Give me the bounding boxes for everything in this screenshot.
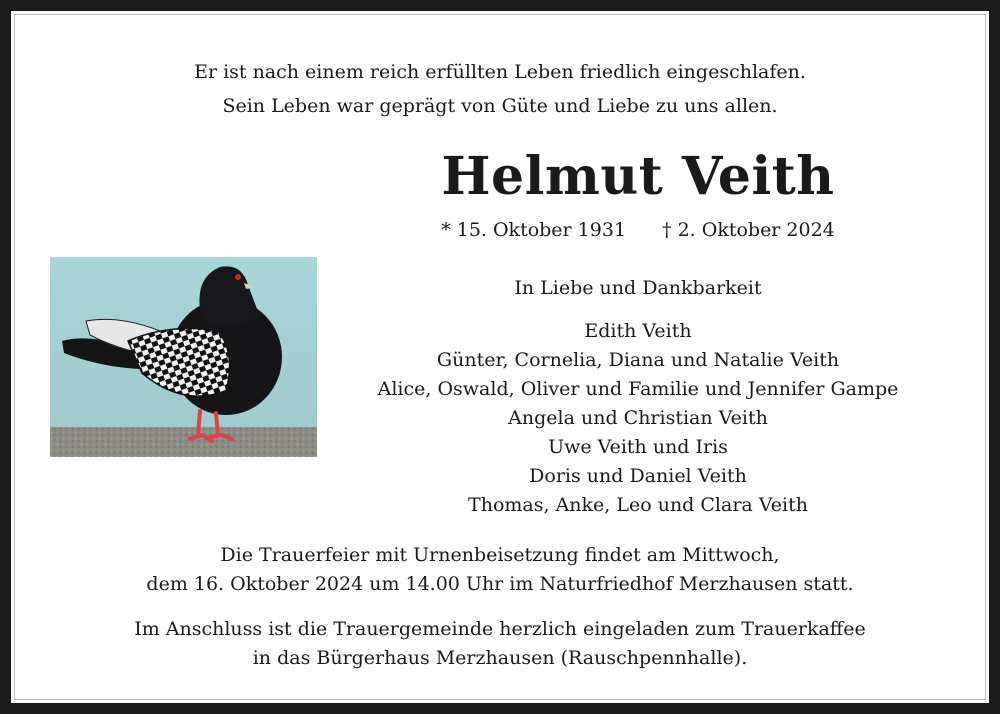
dedication: In Liebe und Dankbarkeit [514, 277, 762, 299]
obituary-card [11, 11, 989, 703]
ceremony-line-2: dem 16. Oktober 2024 um 14.00 Uhr im Naturfriedhof Merzhausen statt. [146, 573, 854, 595]
list-item: Alice, Oswald, Oliver und Familie und Jennifer Gampe [377, 378, 899, 400]
ceremony-line-1: Die Trauerfeier mit Urnenbeisetzung findet am Mittwoch, [220, 544, 780, 566]
reception-line-2: in das Bürgerhaus Merzhausen (Rauschpennhalle). [252, 647, 748, 669]
pigeon-photo [50, 257, 317, 457]
reception-line-1: Im Anschluss ist die Trauergemeinde herzlich eingeladen zum Trauerkaffee [134, 618, 866, 640]
list-item: Günter, Cornelia, Diana und Natalie Veith [436, 349, 840, 371]
deceased-name: Helmut Veith [441, 146, 835, 207]
list-item: Angela und Christian Veith [508, 407, 768, 429]
intro-text [11, 55, 989, 123]
reception-info [11, 615, 989, 673]
intro-line-1: Er ist nach einem reich erfüllten Leben friedlich eingeschlafen. [194, 61, 806, 83]
list-item: Thomas, Anke, Leo und Clara Veith [468, 494, 808, 516]
list-item: Uwe Veith und Iris [548, 436, 728, 458]
pigeon-photo-icon [50, 257, 317, 457]
birth-date: * 15. Oktober 1931 [441, 219, 627, 241]
ceremony-info [11, 541, 989, 599]
death-date: † 2. Oktober 2024 [662, 219, 835, 241]
list-item: Doris und Daniel Veith [529, 465, 747, 487]
list-item: Edith Veith [584, 320, 692, 342]
life-dates [373, 215, 903, 245]
intro-line-2: Sein Leben war geprägt von Güte und Liebe zu uns allen. [222, 95, 778, 117]
mourners-list [353, 317, 923, 520]
